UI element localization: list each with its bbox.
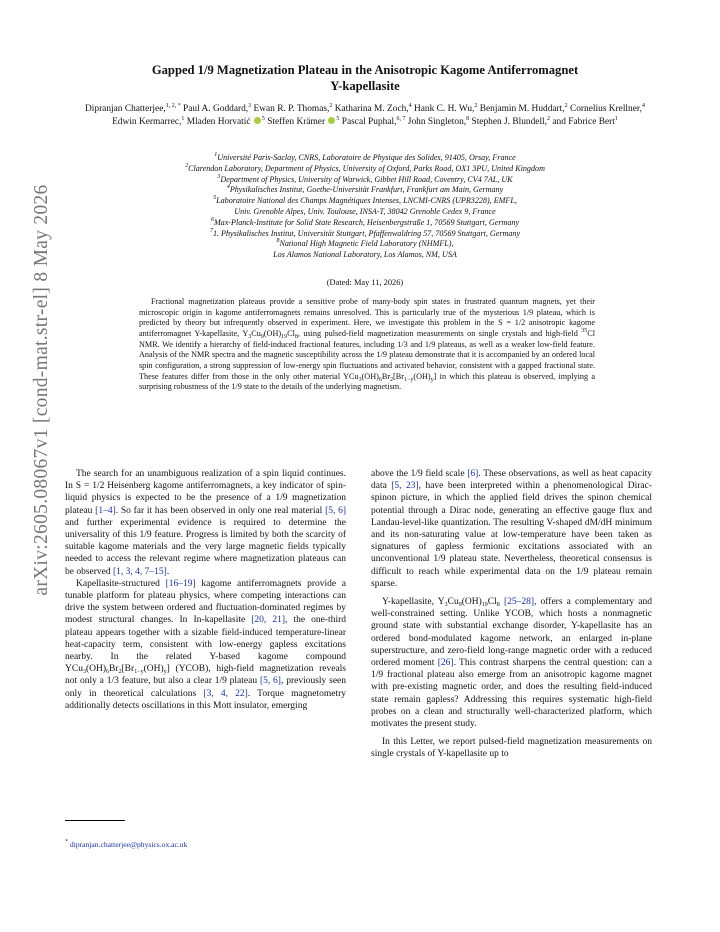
- affiliation-list: [80, 153, 650, 261]
- citation-link[interactable]: [16–19]: [165, 578, 196, 589]
- affiliation: $^6$Max-Planck-Institute for Solid State Research, Heisenbergstraße 1, 70569 Stuttgart, Germany: [210, 216, 520, 227]
- citation-link[interactable]: [1–4]: [95, 505, 116, 516]
- author: Dipranjan Chatterjee,: [85, 104, 166, 114]
- affiliation: Univ. Grenoble Alpes, Univ. Toulouse, INSA-T, 38042 Grenoble Cedex 9, France: [234, 206, 496, 216]
- footnote-rule: [65, 820, 125, 821]
- author: Ewan R. P. Thomas,: [253, 104, 330, 114]
- affiliation: $^7$1. Physikalisches Institut, Universität Stuttgart, Pfaffenwaldring 57, 70569 Stuttgart, Germany: [209, 227, 521, 238]
- affiliation: $^3$Department of Physics, University of Warwick, Gibbet Hill Road, Coventry, CV4 7AL, UK: [217, 173, 513, 184]
- paragraph: The search for an unambiguous realization of a spin liquid continues. In S = 1/2 Heisenberg kagome antiferromagnets, a key indicator of spin-liquid physics is expected to be the presence of a 1/9 magnetization plateau [1–4]. So far it has been observed in only one real material [5, 6] and further experimental evidence is required to determine the universality of this 1/9 feature. Progress is limited by both the scarcity of suitable kagome materials and the very large magnetic fields typically needed to access the relevant regime where magnetization plateaus can be observed [1, 3, 4, 7–15].: [65, 469, 347, 577]
- body-column-right: [371, 468, 652, 761]
- citation-link[interactable]: [1, 3, 4, 7–15]: [113, 566, 167, 577]
- paragraph: above the 1/9 field scale [6]. These observations, as well as heat capacity data [5, 23], have been interpreted within a phenomenological Dirac-spinon picture, in which the applied field drives the spinon chemical potential through a Dirac node, generating an effective gauge flux and Landau-level-like quantization. The resulting V-shaped dM/dH minimum and its non-saturating value at low-temperature have been taken as signatures of gapless fermionic excitations associated with an unconventional 1/9 plateau state. Nevertheless, theoretical consensus is difficult to reach while experimental data on the 1/9 plateau remain sparse.: [371, 469, 653, 589]
- affiliation: $^2$Clarendon Laboratory, Department of Physics, University of Oxford, Parks Road, OX1 3PU, United Kingdom: [185, 162, 545, 173]
- title-line-2: Y-kapellasite: [330, 79, 400, 93]
- affiliation: $^1$Université Paris-Saclay, CNRS, Laboratoire de Physique des Solides, 91405, Orsay, France: [214, 152, 516, 162]
- paragraph: Y-kapellasite, $Y_3Cu_9(OH)_{19}Cl_8$ [25–28], offers a complementary and well-constrained setting. Unlike YCOB, which hosts a nonmagnetic ground state with substantial exchange disorder, Y-kapellasite has an ordered bond-modulated kagome network, an enlarged in-plane superstructure, and zero-field long-range magnetic order with a reduced ordered moment [26]. This contrast sharpens the central question: can a 1/9 fractional plateau also emerge from an anisotropic kagome magnet with pre-existing magnetic order, and does the resulting field-induced state remain gapless? Addressing this requires systematic high-field probes on a clean and structurally well-characterized platform, which motivates the present study.: [371, 597, 652, 730]
- author: and Fabrice Bert: [552, 117, 615, 128]
- paragraph: Kapellasite-structured [16–19] kagome antiferromagnets provide a tunable platform for plateau physics, where competing interactions can drive the system between ordered and fluctuation-dominated regimes by modest structural changes. In In-kapellasite [20, 21], the one-third plateau appears together with a sizable field-induced temperature-linear heat-capacity term, consistent with low-energy gapless excitations nearby. In the related Y-based kagome compound $YCu_3(OH)_6Br_2[Br_{1-y}(OH)_y]$ (YCOB), high-field magnetization reveals not only a 1/3 feature, but also a clear 1/9 plateau [5, 6], previously seen only in theoretical calculations [3, 4, 22]. Torque magnetometry additionally detects oscillations in this Mott insulator, emerging: [65, 578, 347, 711]
- citation-link[interactable]: [5, 6]: [325, 505, 347, 516]
- author-affil-mark: 1, 2, *: [165, 103, 181, 109]
- body-column-left: [65, 468, 346, 712]
- orcid-icon[interactable]: [254, 117, 261, 124]
- paragraph: In this Letter, we report pulsed-field magnetization measurements on single crystals of Y-kapellasite up to: [371, 737, 652, 760]
- affiliation: $^8$National High Magnetic Field Laboratory (NHMFL),: [276, 238, 454, 249]
- citation-link[interactable]: [5, 23]: [391, 481, 419, 492]
- author: Paul A. Goddard,: [183, 104, 249, 114]
- arxiv-identifier: arXiv:2605.08067v1 [cond-mat.str-el] 8 May 2026: [31, 184, 52, 596]
- citation-link[interactable]: [20, 21]: [251, 615, 286, 626]
- author: Mladen Horvatić: [186, 117, 251, 128]
- author: Cornelius Krellner,: [569, 104, 642, 114]
- author: Edwin Kermarrec,: [112, 117, 182, 128]
- orcid-icon[interactable]: [328, 117, 335, 124]
- affiliation: Los Alamos National Laboratory, Los Alamos, NM, USA: [273, 250, 457, 260]
- citation-link[interactable]: [6]: [467, 469, 479, 479]
- author: Steffen Krämer: [267, 117, 326, 128]
- author: Pascal Puphal,: [341, 117, 397, 128]
- author: John Singleton,: [407, 117, 467, 128]
- footnote: * dipranjan.chatterjee@physics.ox.ac.uk: [65, 839, 188, 849]
- citation-link[interactable]: [26]: [437, 658, 454, 669]
- abstract: Fractional magnetization plateaus provide a sensitive probe of many-body spin states in frustrated quantum magnets, yet their microscopic origin in kagome antiferromagnets remains unresolved. This is particularly true of the mysterious 1/9 plateau, which is predicted by theory but infrequently observed in experiment. Here, we investigate this problem in the S = 1/2 anisotropic kagome antiferromagnet Y-kapellasite, $Y_3Cu_9(OH)_{19}Cl_8$, using pulsed-field magnetization measurements on single crystals and high-field $^{35}$Cl NMR. We identify a hierarchy of field-induced fractional features, including 1/3 and 1/9 plateaus, as well as a weaker low-field feature. Analysis of the NMR spectra and the magnetic susceptibility across the 1/9 plateau demonstrate that it is accompanied by an ordered local spin configuration, a strong suppression of low-energy spin fluctuations and activated behavior, consistent with a gapped fractional state. These features differ from those in the only other material $YCu_3(OH)_6Br_2[Br_{1-y}(OH)_y]$ in which this plateau is observed, implying a surprising robustness of the 1/9 state to the details of the underlying magnetism.: [139, 297, 595, 392]
- author: Benjamin M. Huddart,: [479, 104, 565, 114]
- author: Hank C. H. Wu,: [414, 104, 475, 114]
- title-line-1: Gapped 1/9 Magnetization Plateau in the Anisotropic Kagome Antiferromagnet: [151, 63, 579, 77]
- affiliation: $^4$Physikalisches Institut, Goethe-Universität Frankfurt, Frankfurt am Main, Germany: [226, 184, 504, 195]
- citation-link[interactable]: [5, 6]: [259, 676, 281, 687]
- citation-link[interactable]: [3, 4, 22]: [203, 688, 248, 699]
- author: Stephen J. Blundell,: [471, 117, 548, 128]
- author-list: Dipranjan Chatterjee,$^{1, 2, *}$ Paul A. Goddard,$^3$ Ewan R. P. Thomas,$^2$ Katharina M. Zoch,$^4$ Hank C. H. Wu,$^2$ Benjamin M. Huddart,$^2$ Cornelius Krellner,$^4$ Edwin Kermarrec,$^1$ Mladen Horvatić $^5$ Steffen Krämer $^5$ Pascal Puphal,$^{6, 7}$ John Singleton,$^8$ Stephen J. Blundell,$^2$ and Fabrice Bert$^1$: [85, 103, 645, 128]
- author: Katharina M. Zoch,: [334, 104, 409, 114]
- affiliation: $^5$Laboratoire National des Champs Magnétiques Intenses, LNCMI-CNRS (UPR3228), EMFL,: [213, 195, 517, 206]
- email-link[interactable]: dipranjan.chatterjee@physics.ox.ac.uk: [69, 840, 188, 849]
- arxiv-sidebar-stamp: [24, 120, 60, 660]
- paper-title: [80, 62, 650, 94]
- dated-line: (Dated: May 11, 2026): [326, 278, 404, 287]
- citation-link[interactable]: [25–28]: [503, 597, 535, 608]
